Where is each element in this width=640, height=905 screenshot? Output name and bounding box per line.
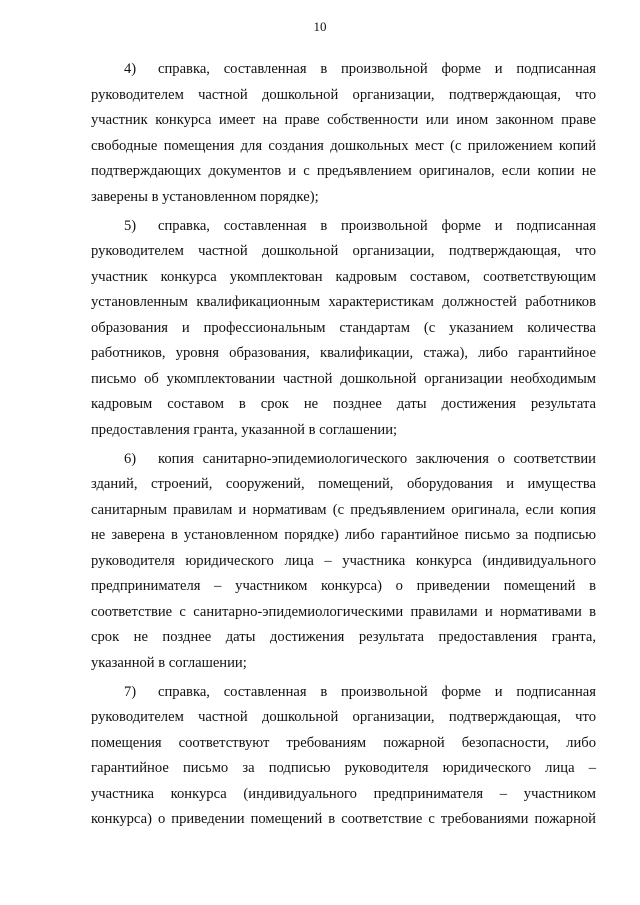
item-text-line: санитарным правилам и нормативам (с предъявлением оригинала, если копия	[91, 501, 596, 518]
item-first-line	[91, 447, 596, 473]
item-text-line: справка, составленная в произвольной форме и подписанная	[158, 61, 596, 77]
item-text-line: образования и профессиональным стандартам (с указанием количества	[91, 319, 596, 336]
item-text-line: указанной в соглашении;	[91, 654, 247, 671]
item-first-line	[91, 680, 596, 706]
item-text-line: справка, составленная в произвольной форме и подписанная	[158, 683, 596, 700]
item-text-line: не заверена в установленном порядке) либо гарантийное письмо за подписью	[91, 527, 596, 543]
item-number: 6)	[124, 450, 137, 467]
item-text-line: предпринимателя – участником конкурса) о приведении помещений в	[91, 578, 596, 594]
item-text-line: кадровым составом в срок не позднее даты достижения результата	[91, 396, 596, 412]
item-first-line	[91, 57, 596, 83]
item-text-line: руководителем частной дошкольной организации, подтверждающая, что	[91, 243, 596, 259]
item-text-line: руководителем частной дошкольной организации, подтверждающая, что	[91, 86, 596, 103]
item-text-line: свободные помещения для создания дошкольных мест (с приложением копий	[91, 137, 596, 154]
item-text-line: руководителя юридического лица – участника конкурса (индивидуального	[91, 552, 596, 569]
list-item	[91, 214, 596, 444]
item-text-line: письмо об укомплектовании частной дошкольной организации необходимым	[91, 370, 596, 387]
item-number: 5)	[124, 217, 137, 234]
list-item	[91, 447, 596, 677]
item-text-line: конкурса) о приведении помещений в соответствие с требованиями пожарной	[91, 811, 596, 827]
item-text-line: участника конкурса (индивидуального предпринимателя – участником	[91, 785, 596, 802]
document-body	[91, 57, 596, 836]
item-text-line: соответствие с санитарно-эпидемиологическими правилами и нормативами в	[91, 603, 596, 620]
item-text-line: срок не позднее даты достижения результата предоставления гранта,	[91, 629, 596, 645]
item-text-line: заверены в установленном порядке);	[91, 188, 319, 205]
item-text-line: участник конкурса имеет на праве собственности или ином законном праве	[91, 112, 596, 128]
item-text-line: работников, уровня образования, квалификации, стажа), либо гарантийное	[91, 345, 596, 361]
item-text-line: помещения соответствуют требованиям пожарной безопасности, либо	[91, 734, 596, 751]
item-text-line: предоставления гранта, указанной в соглашении;	[91, 421, 398, 438]
item-text-line: зданий, строений, сооружений, помещений, оборудования и имущества	[91, 476, 596, 492]
item-text-line: участник конкурса укомплектован кадровым составом, соответствующим	[91, 268, 596, 285]
list-item	[91, 57, 596, 210]
item-text-line: справка, составленная в произвольной форме и подписанная	[158, 217, 596, 234]
list-item	[91, 680, 596, 833]
item-text-line: подтверждающих документов и с предъявлением оригиналов, если копии не	[91, 163, 596, 179]
item-text-line: гарантийное письмо за подписью руководителя юридического лица –	[91, 760, 596, 776]
item-number: 4)	[124, 61, 137, 77]
item-text-line: установленным квалификационным характеристикам должностей работников	[91, 294, 596, 310]
item-number: 7)	[124, 683, 137, 700]
item-first-line	[91, 214, 596, 240]
page-number: 10	[313, 19, 327, 34]
item-text-line: копия санитарно-эпидемиологического заключения о соответствии	[158, 450, 596, 467]
item-text-line: руководителем частной дошкольной организации, подтверждающая, что	[91, 709, 596, 725]
